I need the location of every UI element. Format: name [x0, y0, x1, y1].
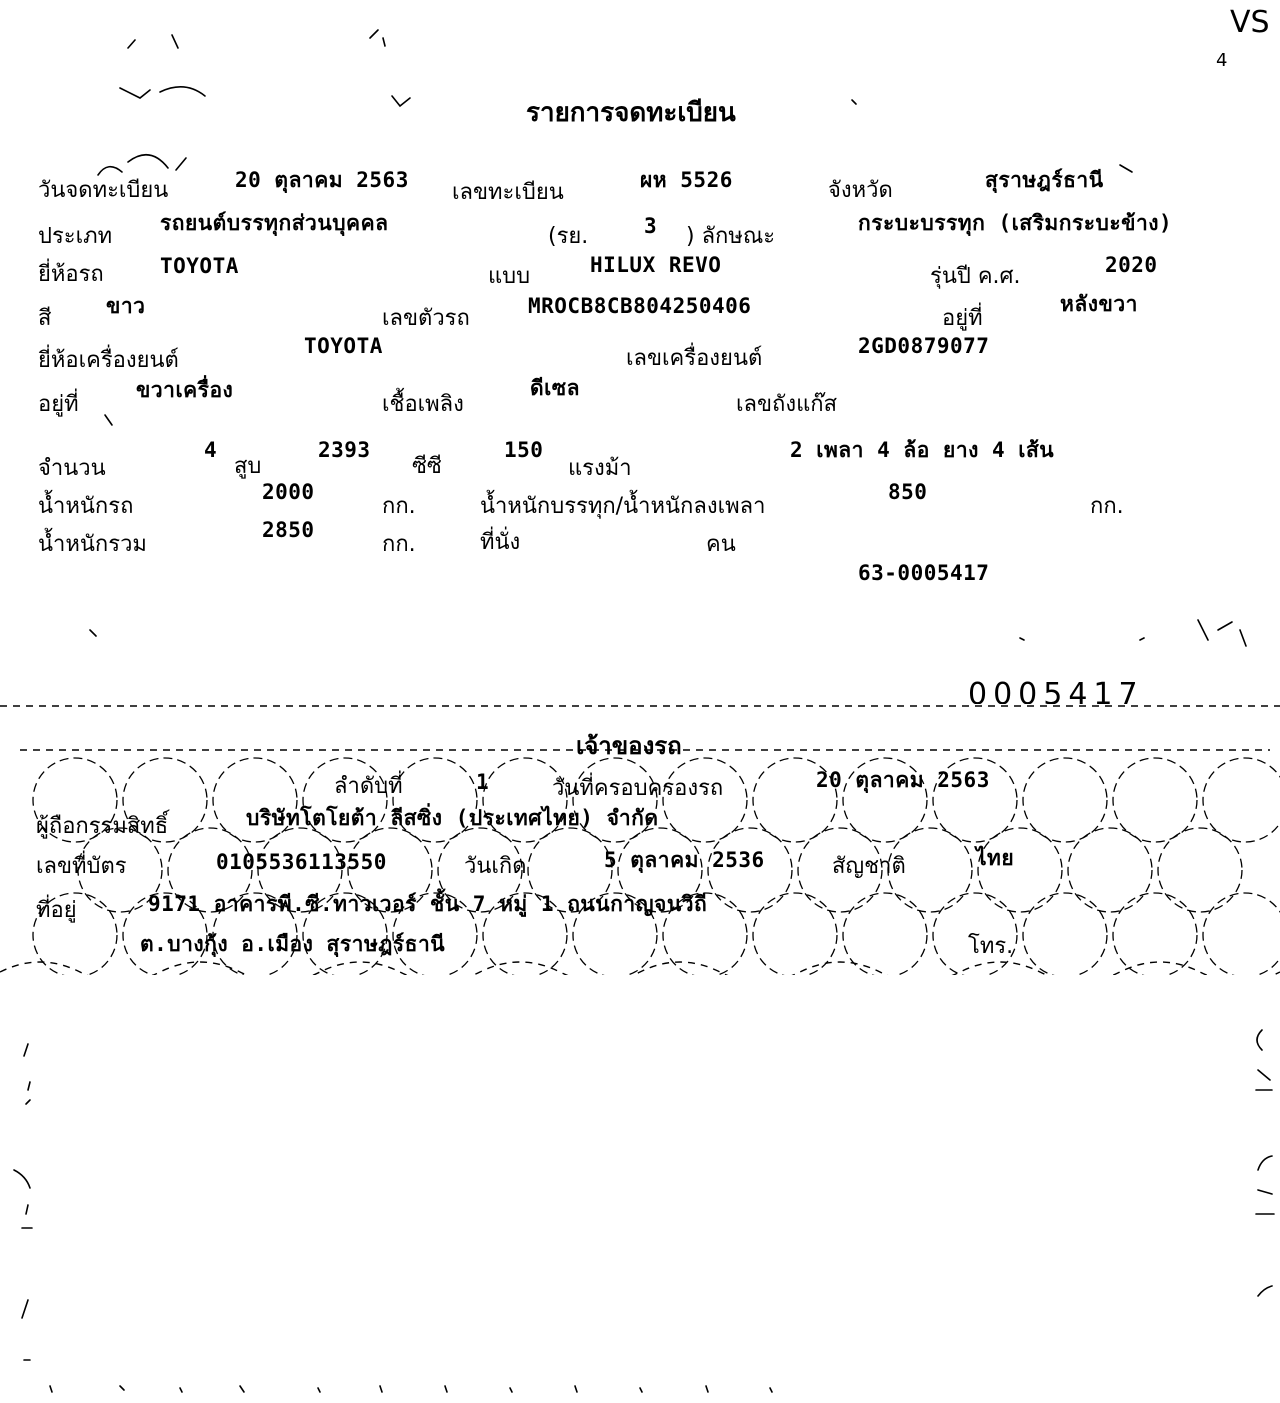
page-number: 4	[1216, 50, 1228, 71]
ry-close-label: ) ลักษณะ	[686, 224, 776, 249]
vin-location-value: หลังขวา	[1060, 292, 1138, 316]
engine-no-value: 2GD0879077	[858, 334, 990, 358]
reg-no-value: ผห 5526	[640, 168, 733, 192]
reg-date-value: 20 ตุลาคม 2563	[235, 168, 409, 192]
address-label: ที่อยู่	[36, 898, 77, 923]
count-label: จำนวน	[38, 456, 106, 481]
birth-date-value: 5 ตุลาคม 2536	[604, 848, 765, 872]
registration-title: รายการจดทะเบียน	[526, 98, 736, 128]
payload-unit: กก.	[1090, 494, 1124, 519]
fuel-label: เชื้อเพลิง	[382, 392, 464, 417]
type-value: รถยนต์บรรทุกส่วนบุคคล	[160, 211, 389, 235]
possession-date-value: 20 ตุลาคม 2563	[816, 768, 990, 792]
gross-weight-label: น้ำหนักรวม	[38, 532, 147, 557]
cylinders-value: 4	[204, 438, 218, 462]
engine-location-value: ขวาเครื่อง	[136, 378, 234, 402]
curb-weight-unit: กก.	[382, 494, 416, 519]
brand-label: ยี่ห้อรถ	[38, 262, 104, 287]
hp-label: แรงม้า	[568, 456, 632, 481]
document-number: 63-0005417	[858, 561, 990, 585]
body-value: กระบะบรรทุก (เสริมกระบะข้าง)	[858, 211, 1173, 235]
province-value: สุราษฎร์ธานี	[985, 168, 1104, 192]
axles-value: 2 เพลา 4 ล้อ ยาง 4 เส้น	[790, 438, 1055, 462]
color-label: สี	[38, 306, 52, 331]
model-year-label: รุ่นปี ค.ศ.	[930, 264, 1021, 289]
serial-overprint: 0005417	[968, 680, 1144, 704]
payload-label: น้ำหนักบรรทุก/น้ำหนักลงเพลา	[480, 494, 766, 519]
gross-weight-value: 2850	[262, 518, 315, 542]
nationality-label: สัญชาติ	[832, 854, 906, 879]
seq-label: ลำดับที่	[334, 774, 403, 799]
phone-label: โทร.	[968, 934, 1014, 959]
payload-value: 850	[888, 480, 928, 504]
owner-title: เจ้าของรถ	[576, 732, 682, 760]
reg-date-label: วันจดทะเบียน	[38, 178, 169, 203]
reg-no-label: เลขทะเบียน	[452, 180, 564, 205]
cc-label: ซีซี	[412, 454, 442, 479]
holder-value: บริษัทโตโยต้า ลีสซิ่ง (ประเทศไทย) จำกัด	[246, 806, 659, 830]
curb-weight-label: น้ำหนักรถ	[38, 494, 134, 519]
vin-value: MROCB8CB804250406	[528, 294, 752, 318]
hp-value: 150	[504, 438, 544, 462]
brand-value: TOYOTA	[160, 254, 239, 278]
vin-label: เลขตัวรถ	[382, 306, 470, 331]
ry-value: 3	[644, 214, 658, 238]
model-value: HILUX REVO	[590, 253, 722, 277]
persons-label: คน	[706, 532, 736, 557]
address-line2: ต.บางกุ้ง อ.เมือง สุราษฎร์ธานี	[140, 932, 446, 956]
cylinders-label: สูบ	[234, 454, 262, 479]
handwritten-initials: VS	[1230, 5, 1270, 40]
card-no-value: 0105536113550	[216, 850, 387, 874]
card-no-label: เลขที่บัตร	[36, 854, 127, 879]
engine-location-label: อยู่ที่	[38, 392, 79, 417]
engine-brand-value: TOYOTA	[304, 334, 383, 358]
fuel-value: ดีเซล	[530, 376, 580, 400]
possession-date-label: วันที่ครอบครองรถ	[552, 776, 724, 801]
engine-no-label: เลขเครื่องยนต์	[626, 346, 763, 371]
seq-value: 1	[476, 770, 490, 794]
model-label: แบบ	[488, 264, 531, 289]
vin-location-label: อยู่ที่	[942, 306, 983, 331]
address-line1: 9171 อาคารพี.ซี.ทาวเวอร์ ชั้น 7 หมู่ 1 ถนนกาญจนวิถี	[148, 892, 708, 916]
holder-label: ผู้ถือกรรมสิทธิ์	[36, 814, 169, 839]
cc-value: 2393	[318, 438, 371, 462]
birth-date-label: วันเกิด	[464, 854, 527, 879]
nationality-value: ไทย	[976, 846, 1015, 870]
gas-tank-label: เลขถังแก๊ส	[736, 392, 838, 417]
type-label: ประเภท	[38, 224, 113, 249]
gross-weight-unit: กก.	[382, 532, 416, 557]
seats-label: ที่นั่ง	[480, 530, 521, 555]
color-value: ขาว	[106, 294, 146, 318]
model-year-value: 2020	[1105, 253, 1158, 277]
engine-brand-label: ยี่ห้อเครื่องยนต์	[38, 348, 179, 373]
curb-weight-value: 2000	[262, 480, 315, 504]
province-label: จังหวัด	[828, 178, 893, 203]
ry-open-label: (รย.	[548, 224, 589, 249]
